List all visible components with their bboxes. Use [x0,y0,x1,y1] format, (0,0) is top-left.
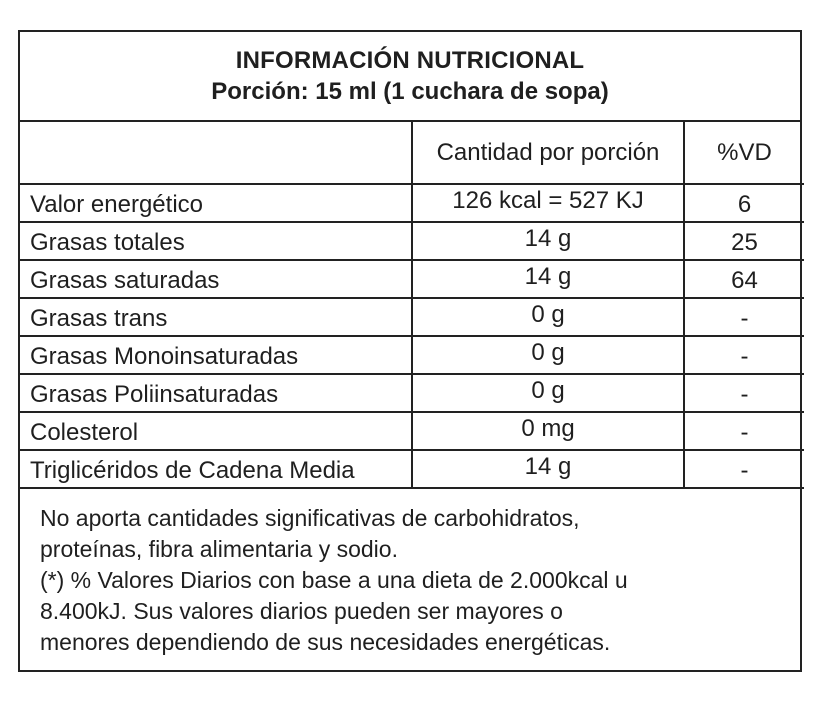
nutrient-name: Grasas Monoinsaturadas [20,336,412,374]
nutrient-vd: 25 [684,222,804,260]
nutrient-name: Triglicéridos de Cadena Media [20,450,412,488]
nutrient-name: Grasas trans [20,298,412,336]
nutrient-amount: 0 g [412,298,684,336]
nutrient-name: Colesterol [20,412,412,450]
nutrient-amount: 0 g [412,336,684,374]
nutrient-amount: 14 g [412,450,684,488]
nutrient-amount: 14 g [412,222,684,260]
nutrient-vd: 6 [684,184,804,222]
table-row [20,184,804,222]
footnote-line: No aporta cantidades significativas de carbohidratos, [40,505,580,531]
table-row [20,374,804,412]
column-header-amount: Cantidad por porción [412,122,684,184]
nutrient-vd: - [684,336,804,374]
nutrition-table [20,122,804,489]
table-row [20,412,804,450]
nutrient-amount: 14 g [412,260,684,298]
table-row [20,222,804,260]
nutrient-amount: 126 kcal = 527 KJ [412,184,684,222]
footnote-line: proteínas, fibra alimentaria y sodio. [40,536,398,562]
label-header [20,32,800,122]
table-row [20,336,804,374]
table-row [20,298,804,336]
nutrient-name: Grasas totales [20,222,412,260]
column-header-vd: %VD [684,122,804,184]
table-row [20,260,804,298]
nutrition-label [18,30,802,672]
table-row [20,450,804,488]
nutrient-name: Grasas saturadas [20,260,412,298]
nutrient-amount: 0 mg [412,412,684,450]
column-header-nutrient [20,122,412,184]
nutrient-vd: - [684,374,804,412]
footnote-line: 8.400kJ. Sus valores diarios pueden ser mayores o [40,598,563,624]
footnote-line: (*) % Valores Diarios con base a una dieta de 2.000kcal u [40,567,628,593]
nutrient-vd: 64 [684,260,804,298]
nutrient-name: Grasas Poliinsaturadas [20,374,412,412]
nutrient-vd: - [684,450,804,488]
nutrient-vd: - [684,298,804,336]
label-title: INFORMACIÓN NUTRICIONAL [235,47,585,74]
nutrient-vd: - [684,412,804,450]
serving-size: Porción: 15 ml (1 cuchara de sopa) [211,78,609,105]
table-header-row [20,122,804,184]
footnote [20,489,800,658]
footnote-line: menores dependiendo de sus necesidades energéticas. [40,629,611,655]
nutrient-amount: 0 g [412,374,684,412]
nutrient-name: Valor energético [20,184,412,222]
